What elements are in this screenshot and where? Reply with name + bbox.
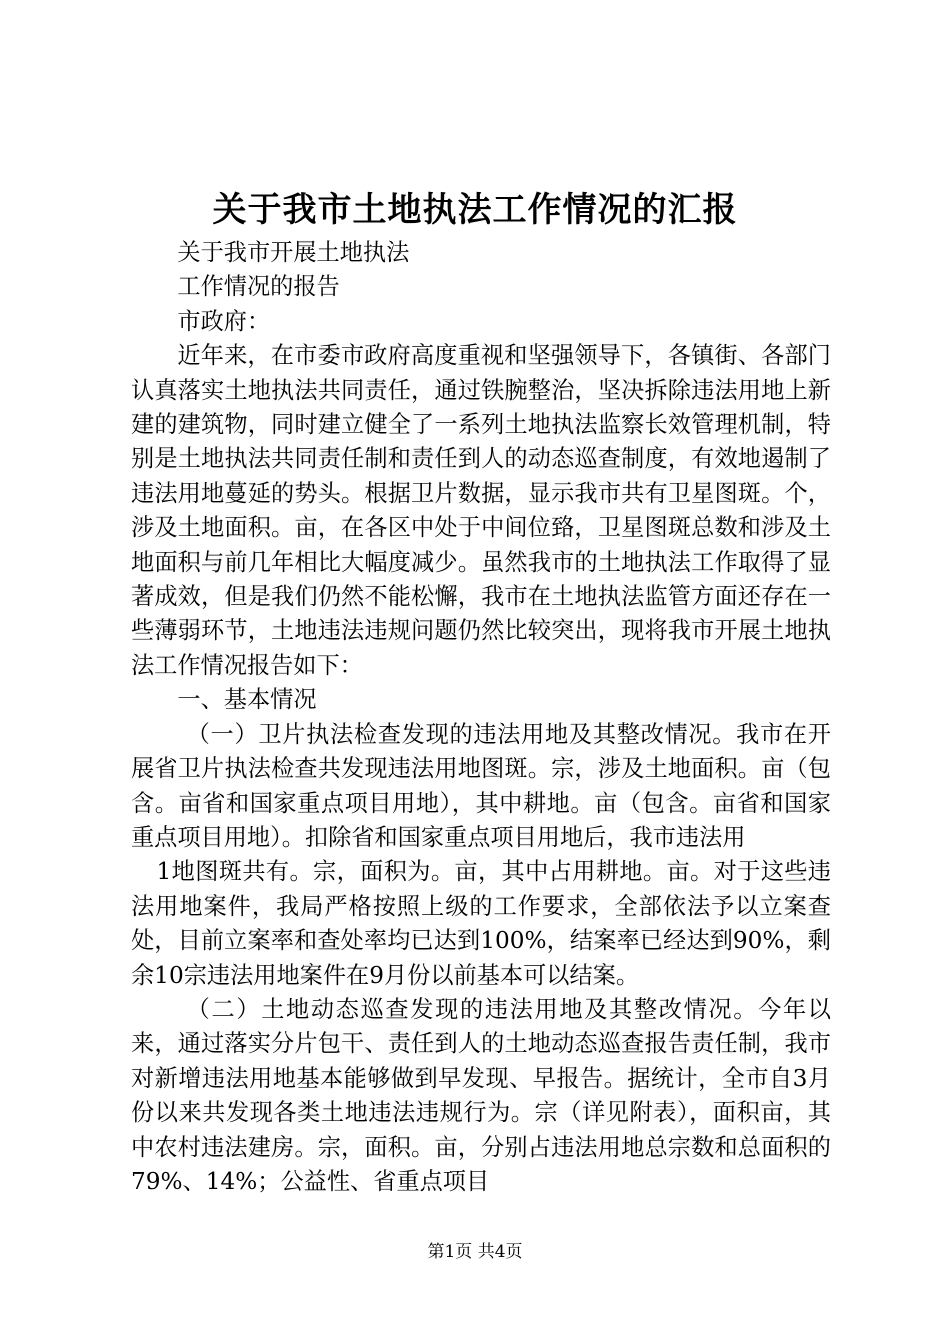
page-title: 关于我市土地执法工作情况的汇报: [212, 190, 738, 230]
section-heading-basic-situation: 一、基本情况: [177, 686, 317, 714]
document-body: [131, 236, 831, 1199]
paragraph-satellite-inspection: （一）卫片执法检查发现的违法用地及其整改情况。我市在开展省卫片执法检查共发现违法用地图斑。宗，涉及土地面积。亩（包含。亩省和国家重点项目用地），其中耕地。亩（包含。亩省和国家重点项目用地）。扣除省和国家重点项目用地后，我市违法用: [131, 720, 831, 851]
page-footer: 第1页 共4页: [427, 1242, 523, 1262]
salutation: 市政府：: [177, 307, 271, 335]
paragraph-case-handling: 1地图斑共有。宗，面积为。亩，其中占用耕地。亩。对于这些违法用地案件，我局严格按照上级的工作要求，全部依法予以立案查处，目前立案率和查处率均已达到100%，结案率已经达到90%，剩余10宗违法用地案件在9月份以前基本可以结案。: [131, 858, 831, 989]
paragraph-intro: 近年来，在市委市政府高度重视和坚强领导下，各镇街、各部门认真落实土地执法共同责任，通过铁腕整治，坚决拆除违法用地上新建的建筑物，同时建立健全了一系列土地执法监察长效管理机制，特别是土地执法共同责任制和责任到人的动态巡查制度，有效地遏制了违法用地蔓延的势头。根据卫片数据，显示我市共有卫星图斑。个，涉及土地面积。亩，在各区中处于中间位臵，卫星图斑总数和涉及土地面积与前几年相比大幅度减少。虽然我市的土地执法工作取得了显著成效，但是我们仍然不能松懈，我市在土地执法监管方面还存在一些薄弱环节，土地违法违规问题仍然比较突出，现将我市开展土地执法工作情况报告如下：: [131, 342, 831, 679]
paragraph-dynamic-patrol: （二）土地动态巡查发现的违法用地及其整改情况。今年以来，通过落实分片包干、责任到人的土地动态巡查报告责任制，我市对新增违法用地基本能够做到早发现、早报告。据统计，全市自3月份以来共发现各类土地违法违规行为。宗（详见附表），面积亩，其中农村违法建房。宗，面积。亩，分别占违法用地总宗数和总面积的79%、14%；公益性、省重点项目: [131, 995, 831, 1195]
report-subtitle-line-1: 关于我市开展土地执法: [177, 239, 410, 266]
report-subtitle-line-2: 工作情况的报告: [177, 273, 340, 301]
